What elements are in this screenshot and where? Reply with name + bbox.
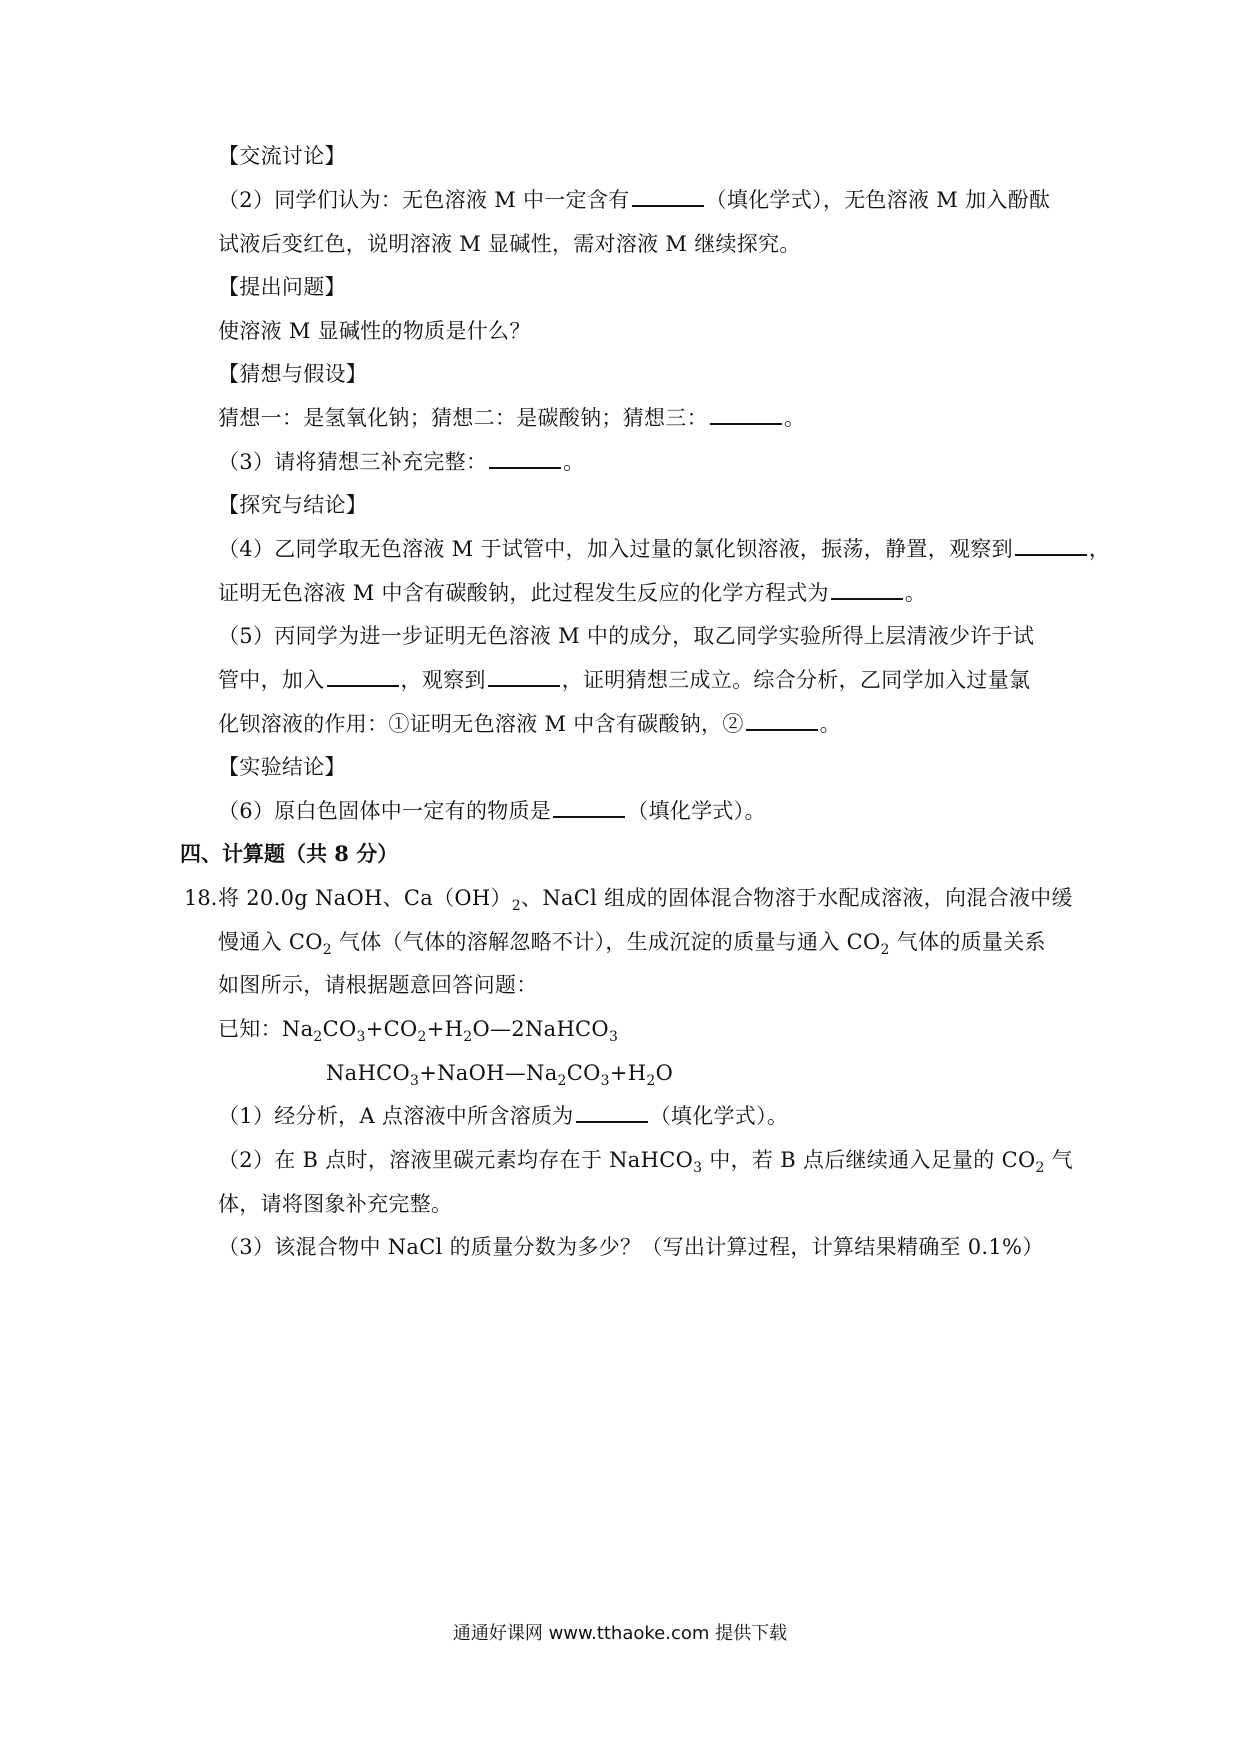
answer-blank [488,667,560,687]
question-6-line: （6）原白色固体中一定有的物质是 （填化学式）。 [218,799,766,823]
page-footer: 通通好课网 www.tthaoke.com 提供下载 [452,1623,788,1644]
answer-blank [553,798,625,818]
question-4-line-2: 证明无色溶液 M 中含有碳酸钠，此过程发生反应的化学方程式为 。 [218,581,927,605]
section-heading-calculation: 四、计算题（共 8 分） [180,841,399,866]
question-18-part-3: （3）该混合物中 NaCl 的质量分数为多少？（写出计算过程，计算结果精确至 0.1%） [218,1235,1044,1259]
question-5-line-3: 化钡溶液的作用：①证明无色溶液 M 中含有碳酸钠，② 。 [218,712,841,736]
answer-blank [746,711,818,731]
question-5-line-2: 管中，加入 ，观察到 ，证明猜想三成立。综合分析，乙同学加入过量氯 [218,668,1031,692]
section-heading-conclusion: 【实验结论】 [218,755,346,779]
hypothesis-line: 猜想一：是氢氧化钠；猜想二：是碳酸钠；猜想三： 。 [218,406,806,430]
answer-blank [1015,536,1087,556]
section-heading-discussion: 【交流讨论】 [218,144,346,168]
known-equation-1: 已知：$Na_2CO_3+CO_2+H_2O—2NaHCO_3$ [218,1017,619,1046]
answer-blank [489,449,561,469]
question-18-number: 18． [184,886,232,910]
answer-blank [632,187,704,207]
question-18-part-2-line-2: 体，请将图象补充完整。 [218,1192,453,1216]
question-18-part-1: （1）经分析，A 点溶液中所含溶质为 （填化学式）。 [218,1104,789,1128]
question-18-line-2: 慢通入 $CO_2$ 气体（气体的溶解忽略不计），生成沉淀的质量与通入 $CO_2$ 气体的质量关系 [218,930,1046,959]
question-4-line-1: （4）乙同学取无色溶液 M 于试管中，加入过量的氯化钡溶液，振荡，静置，观察到 ， [218,537,1111,561]
question-5-line-1: （5）丙同学为进一步证明无色溶液 M 中的成分，取乙同学实验所得上层清液少许于试 [218,624,1035,648]
answer-blank [710,405,782,425]
question-18-line-3: 如图所示，请根据题意回答问题： [218,973,538,997]
section-heading-question: 【提出问题】 [218,275,346,299]
question-18-line-1: 将 20.0g NaOH、$Ca(OH)_2$、NaCl 组成的固体混合物溶于水配成溶液，向混合液中缓 [218,886,1073,915]
question-2-line-1: （2）同学们认为：无色溶液 M 中一定含有 （填化学式），无色溶液 M 加入酚酞 [218,188,1051,212]
answer-blank [576,1103,648,1123]
answer-blank [831,580,903,600]
question-2-line-2: 试液后变红色，说明溶液 M 显碱性，需对溶液 M 继续探究。 [218,232,801,256]
known-equation-2: $NaHCO_3+NaOH—Na_2CO_3+H_2O$ [326,1061,674,1090]
question-text: 使溶液 M 显碱性的物质是什么？ [218,319,531,343]
section-heading-hypothesis: 【猜想与假设】 [218,362,368,386]
section-heading-inquiry: 【探究与结论】 [218,493,368,517]
question-3-line: （3）请将猜想三补充完整： 。 [218,450,585,474]
question-18-part-2-line-1: （2）在 B 点时，溶液里碳元素均存在于 NaHCO$_3$ 中，若 B 点后继续通入足量的 $CO_2$ 气 [218,1148,1073,1177]
answer-blank [327,667,399,687]
